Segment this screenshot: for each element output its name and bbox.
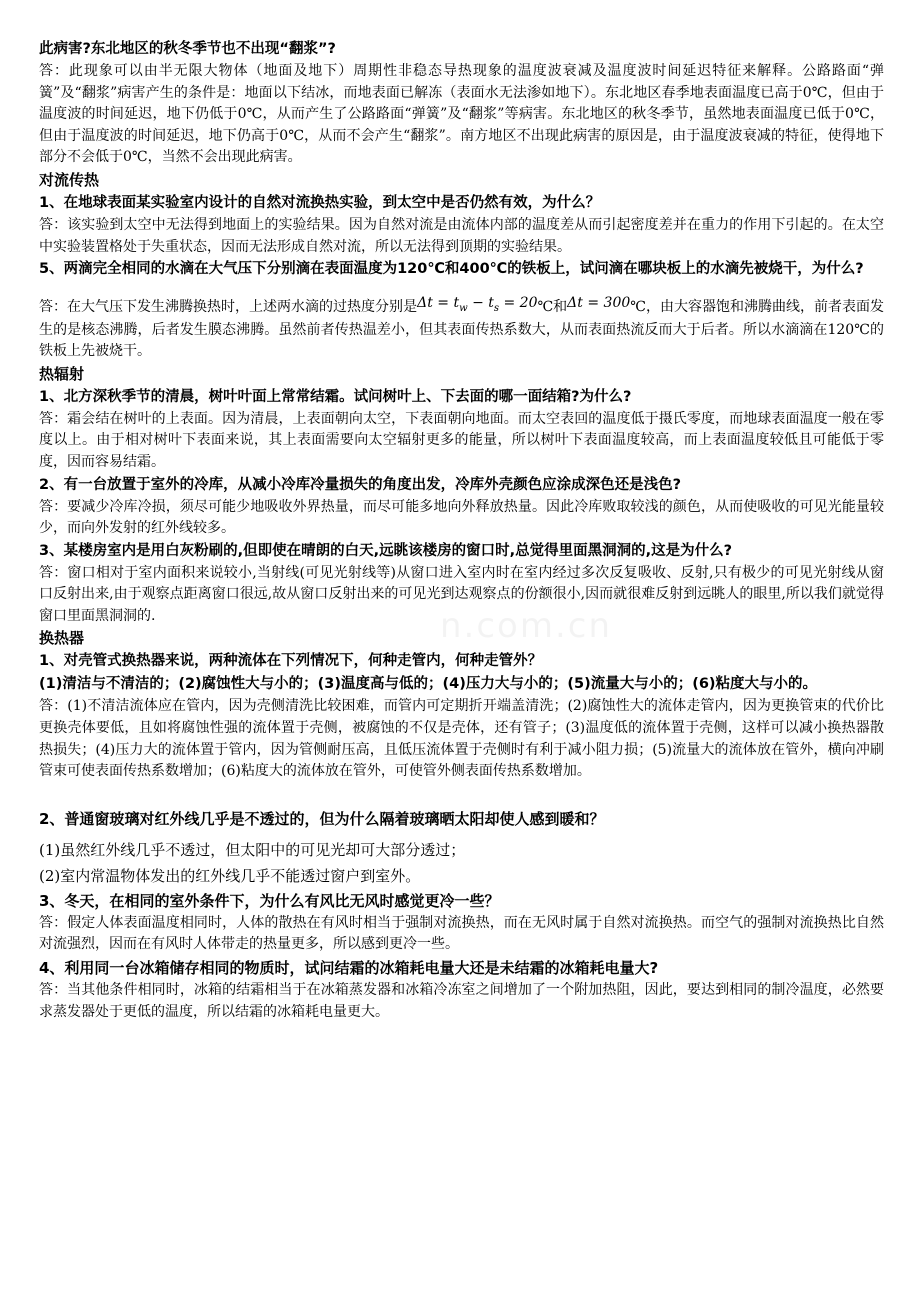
section-heading-radiation: 热辐射 xyxy=(39,364,85,383)
question-frost-heave: 此病害?东北地区的秋冬季节也不出现“翻浆”? xyxy=(39,41,336,57)
question-glass-2: 2、普通窗玻璃对红外线几乎是不透过的，但为什么隔着玻璃晒太阳却使人感到暖和？ xyxy=(39,809,605,828)
question-radiation-3: 3、某楼房室内是用白灰粉刷的,但即使在晴朗的白天,远眺该楼房的窗口时,总觉得里面黑洞洞的,这是为什么? xyxy=(39,542,733,559)
answer-heat-exchanger-1: 答：(1)不清洁流体应在管内，因为壳侧清洗比较困难，而管内可定期折开端盖清洗；(2)腐蚀性大的流体走管内，因为更换管束的代价比更换壳体要低，且如将腐蚀性强的流体置于壳侧，被腐蚀的不仅是壳体，还有管子；(3)温度低的流体置于壳侧，这样可以减小换热器散热损失；(4)压力大的流体置于管内，因为管侧耐压高，且低压流体置于壳侧时有利于减小阻力损；(5)流量大的流体放在管外，横向冲刷管束可使表面传热系数增加；(6)粘度大的流体放在管外，可使管外侧表面传热系数增加。 xyxy=(39,698,884,780)
answer-frost-heave: 答：此现象可以由半无限大物体（地面及地下）周期性非稳态导热现象的温度波衰减及温度波时间延迟特征来解释。公路路面“弹簧”及“翻浆”病害产生的条件是：地面以下结冰，而地表面已解冻（表面水无法渗如地下）。东北地区春季地表面温度已高于0℃，但由于温度波的时间延迟，地下仍低于0℃，从而产生了公路路面“弹簧”及“翻浆”等病害。东北地区的秋冬季节，虽然地表面温度已低于0℃，但由于温度波的时间延迟，地下仍高于0℃，从而不会产生“翻浆”。南方地区不出现此病害的原因是，由于温度波衰减的特征，使得地下部分不会低于0℃，当然不会出现此病害。 xyxy=(39,63,884,166)
question-wind-3: 3、冬天，在相同的室外条件下，为什么有风比无风时感觉更冷一些？ xyxy=(39,891,500,910)
question-convection-1: 1、在地球表面某实验室内设计的自然对流换热实验，到太空中是否仍然有效，为什么？ xyxy=(39,194,601,211)
question-radiation-1: 1、北方深秋季节的清晨，树叶叶面上常常结霜。试问树叶上、下去面的哪一面结箱?为什么? xyxy=(39,388,632,405)
question-radiation-2: 2、有一台放置于室外的冷库，从减小冷库冷量损失的角度出发，冷库外壳颜色应涂成深色还是浅色? xyxy=(39,476,681,493)
answer-glass-2-point1: (1)虽然红外线几乎不透过，但太阳中的可见光却可大部分透过； xyxy=(39,840,466,859)
answer-radiation-2: 答：要减少冷库冷损，须尽可能少地吸收外界热量，而尽可能多地向外释放热量。因此冷库败取较浅的颜色，从而使吸收的可见光能量较少，而向外发射的红外线较多。 xyxy=(39,498,884,537)
answer-glass-2-point2: (2)室内常温物体发出的红外线几乎不能透过窗户到室外。 xyxy=(39,866,421,885)
answer-fridge-4: 答：当其他条件相同时，冰箱的结霜相当于在冰箱蒸发器和冰箱冷冻室之间增加了一个附加热阻，因此，要达到相同的制冷温度，必然要求蒸发器处于更低的温度，所以结霜的冰箱耗电量更大。 xyxy=(39,982,884,1020)
spacer xyxy=(39,783,884,807)
formula-superheat-400: Δt = 300 xyxy=(567,295,631,312)
answer-radiation-1: 答：霜会结在树叶的上表面。因为清晨，上表面朝向太空，下表面朝向地面。而太空表回的温度低于摄氏零度，而地球表面温度一般在零度以上。由于相对树叶下表面来说，其上表面需要向太空辐射更多的能量，所以树叶下表面温度较高，而上表面温度较低且可能低于零度，因而容易结霜。 xyxy=(39,410,884,470)
section-heading-heat-exchanger: 换热器 xyxy=(39,629,85,648)
answer-text-part3: ℃，由大容器饱和沸腾曲线，前者表面发生的是核态沸腾，后者发生膜态沸腾。虽然前者传热温差小，但其表面传热系数大，从而表面热流反而大于后者。所以水滴滴在120℃的铁板上先被烧干。 xyxy=(39,299,884,360)
question-heat-exchanger-1: 1、对壳管式换热器来说，两种流体在下列情况下，何种走管内，何种走管外？ xyxy=(39,653,543,670)
answer-convection-1: 答：该实验到太空中无法得到地面上的实验结果。因为自然对流是由流体内部的温度差从而引起密度差并在重力的作用下引起的。在太空中实验装置格处于失重状态，因而无法形成自然对流，所以无法得到顶期的实验结果。 xyxy=(39,216,884,255)
answer-text-part1: 答：在大气压下发生沸腾换热时，上述两水滴的过热度分别是 xyxy=(39,299,418,316)
question-convection-5: 5、两滴完全相同的水滴在大气压下分别滴在表面温度为120℃和400℃的铁板上，试问滴在哪块板上的水滴先被烧干，为什么? xyxy=(39,261,864,278)
answer-wind-3: 答：假定人体表面温度相同时，人体的散热在有风时相当于强制对流换热，而在无风时属于自然对流换热。而空气的强制对流换热比自然对流强烈，因而在有风时人体带走的热量更多，所以感到更冷一些。 xyxy=(39,914,884,953)
document-body xyxy=(39,38,884,1023)
section-heading-convection: 对流传热 xyxy=(39,170,100,189)
question-fridge-4: 4、利用同一台冰箱储存相同的物质时，试问结霜的冰箱耗电量大还是未结霜的冰箱耗电量大? xyxy=(39,959,659,978)
answer-convection-5 xyxy=(39,293,884,363)
question-heat-exchanger-1-cases: (1)清洁与不清洁的；(2)腐蚀性大与小的；(3)温度高与低的；(4)压力大与小的；(5)流量大与小的；(6)粘度大与小的。 xyxy=(39,676,818,693)
formula-superheat-120: $\Delta t = t_w - t_s = 20$ xyxy=(417,295,538,314)
answer-radiation-3: 答：窗口相对于室内面积来说较小,当射线(可见光射线等)从窗口进入室内时在室内经过多次反复吸收、反射,只有极少的可见光射线从窗口反射出来,由于观察点距离窗口很远,故从窗口反射出来的可见光到达观察点的份额很小,因而就很难反射到远眺人的眼里,所以我们就觉得窗口里面黑洞洞的. xyxy=(39,564,884,624)
answer-text-part2: ℃和 xyxy=(537,299,568,316)
